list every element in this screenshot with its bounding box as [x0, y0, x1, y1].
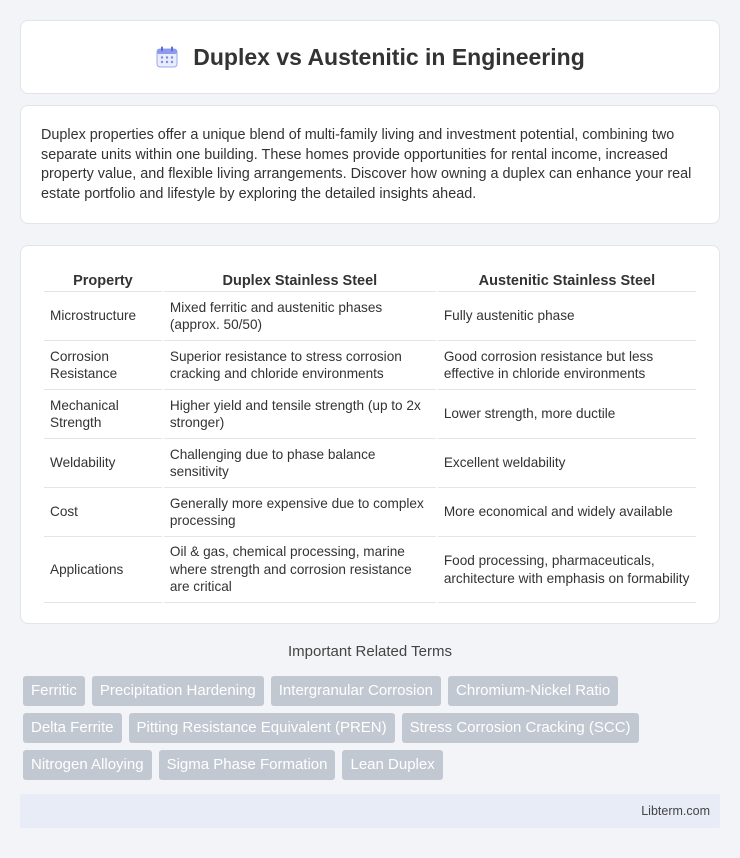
- cell-duplex: Generally more expensive due to complex processing: [164, 488, 436, 537]
- footer: [20, 794, 720, 828]
- table-row: [44, 488, 696, 537]
- footer-brand[interactable]: Libterm.com: [641, 804, 710, 818]
- tag-pren[interactable]: Pitting Resistance Equivalent (PREN): [129, 713, 395, 743]
- tag-intergranular-corrosion[interactable]: Intergranular Corrosion: [271, 676, 441, 706]
- tag-delta-ferrite[interactable]: Delta Ferrite: [23, 713, 122, 743]
- cell-duplex: Higher yield and tensile strength (up to 2x stronger): [164, 390, 436, 439]
- cell-property: Corrosion Resistance: [44, 341, 162, 390]
- cell-duplex: Superior resistance to stress corrosion cracking and chloride environments: [164, 341, 436, 390]
- cell-property: Mechanical Strength: [44, 390, 162, 439]
- calendar-icon: [155, 45, 179, 69]
- page-title: Duplex vs Austenitic in Engineering: [193, 43, 585, 70]
- comparison-table-card: [20, 245, 720, 624]
- cell-duplex: Oil & gas, chemical processing, marine where strength and corrosion resistance are critical: [164, 537, 436, 603]
- cell-austenitic: Lower strength, more ductile: [438, 390, 696, 439]
- table-row: [44, 390, 696, 439]
- cell-austenitic: Excellent weldability: [438, 439, 696, 488]
- tag-scc[interactable]: Stress Corrosion Cracking (SCC): [402, 713, 639, 743]
- tag-nitrogen-alloying[interactable]: Nitrogen Alloying: [23, 750, 152, 780]
- header-card: [20, 20, 720, 94]
- table-row: [44, 292, 696, 341]
- cell-austenitic: More economical and widely available: [438, 488, 696, 537]
- cell-property: Cost: [44, 488, 162, 537]
- cell-duplex: Challenging due to phase balance sensitivity: [164, 439, 436, 488]
- cell-austenitic: Fully austenitic phase: [438, 292, 696, 341]
- related-terms-title: Important Related Terms: [288, 643, 452, 660]
- cell-property: Applications: [44, 537, 162, 603]
- tag-ferritic[interactable]: Ferritic: [23, 676, 85, 706]
- cell-property: Microstructure: [44, 292, 162, 341]
- column-header-duplex: Duplex Stainless Steel: [164, 266, 436, 292]
- cell-austenitic: Good corrosion resistance but less effective in chloride environments: [438, 341, 696, 390]
- intro-card: [20, 105, 720, 224]
- column-header-property: Property: [44, 266, 162, 292]
- table-header-row: [44, 266, 696, 292]
- related-terms-tags: [23, 676, 703, 780]
- tag-lean-duplex[interactable]: Lean Duplex: [342, 750, 442, 780]
- tag-sigma-phase-formation[interactable]: Sigma Phase Formation: [159, 750, 336, 780]
- table-row: [44, 439, 696, 488]
- tag-precipitation-hardening[interactable]: Precipitation Hardening: [92, 676, 264, 706]
- cell-property: Weldability: [44, 439, 162, 488]
- cell-austenitic: Food processing, pharmaceuticals, architecture with emphasis on formability: [438, 537, 696, 603]
- intro-text: Duplex properties offer a unique blend of multi-family living and investment potential, combining two separate units within one building. These homes provide opportunities for rental income, increased property value, and flexible living arrangements. Discover how owning a duplex can enhance your real estate portfolio and lifestyle by exploring the detailed insights ahead.: [41, 127, 692, 202]
- column-header-austenitic: Austenitic Stainless Steel: [438, 266, 696, 292]
- cell-duplex: Mixed ferritic and austenitic phases (approx. 50/50): [164, 292, 436, 341]
- comparison-table: [42, 266, 698, 603]
- tag-chromium-nickel-ratio[interactable]: Chromium-Nickel Ratio: [448, 676, 618, 706]
- table-row: [44, 341, 696, 390]
- table-row: [44, 537, 696, 603]
